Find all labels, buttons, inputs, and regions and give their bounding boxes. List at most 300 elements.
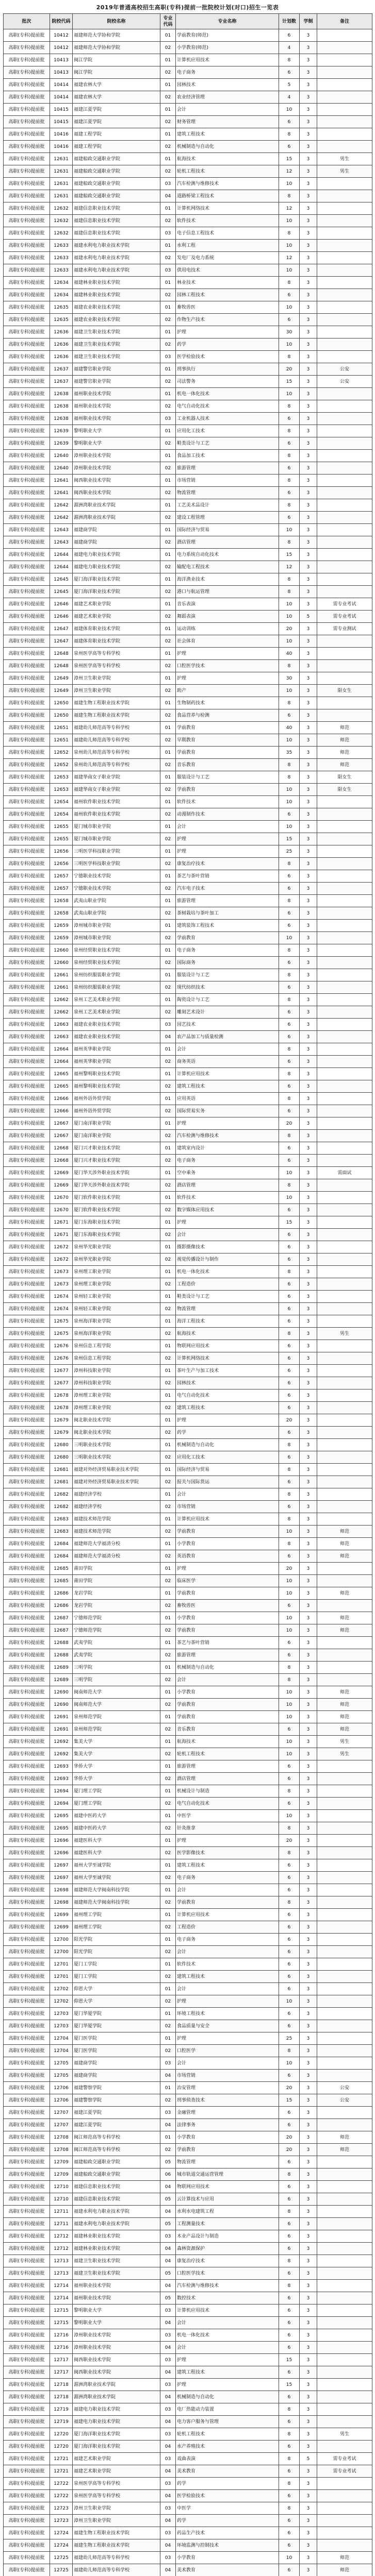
cell-plan-count: 8	[279, 1662, 300, 1674]
cell-school-code: 12702	[50, 1995, 73, 2008]
cell-major-name: 药学	[176, 2515, 279, 2527]
cell-note	[317, 660, 372, 672]
cell-batch: 高职(专科)提前批	[4, 91, 50, 104]
cell-batch: 高职(专科)提前批	[4, 1216, 50, 1229]
cell-note	[317, 981, 372, 994]
cell-major-code: 01	[160, 2032, 176, 2045]
cell-duration: 3	[300, 1105, 317, 1117]
table-row	[4, 104, 372, 116]
cell-major-code: 02	[160, 91, 176, 104]
cell-major-name: 电气自动化技术	[176, 400, 279, 413]
cell-plan-count: 6	[279, 1303, 300, 1315]
cell-school-name: 厦门海洋职业技术学院	[73, 586, 160, 598]
cell-major-code: 04	[160, 2280, 176, 2292]
cell-school-name: 福建幼儿师范高等专科学校	[73, 722, 160, 734]
cell-school-code: 12663	[50, 1031, 73, 1043]
cell-batch: 高职(专科)提前批	[4, 351, 50, 363]
cell-note	[317, 499, 372, 512]
cell-batch: 高职(专科)提前批	[4, 845, 50, 858]
cell-major-name: 机械制造与自动化	[176, 1662, 279, 1674]
table-row	[4, 2094, 372, 2107]
cell-plan-count: 35	[279, 747, 300, 759]
cell-plan-count: 8	[279, 474, 300, 487]
cell-batch: 高职(专科)提前批	[4, 240, 50, 252]
cell-major-code: 01	[160, 1612, 176, 1624]
cell-plan-count: 6	[279, 66, 300, 79]
cell-duration: 3	[300, 178, 317, 190]
cell-school-name: 厦门南洋职业学院	[73, 1130, 160, 1142]
cell-major-code: 02	[160, 338, 176, 351]
cell-major-code: 02	[160, 660, 176, 672]
cell-duration: 3	[300, 1662, 317, 1674]
cell-batch: 高职(专科)提前批	[4, 2206, 50, 2218]
cell-plan-count: 6	[279, 1921, 300, 1934]
cell-school-name: 福州英华职业学院	[73, 1056, 160, 1068]
cell-plan-count: 6	[279, 2292, 300, 2304]
cell-note	[317, 845, 372, 858]
cell-plan-count: 8	[279, 128, 300, 141]
cell-school-name: 福建医科大学	[73, 1847, 160, 1859]
cell-major-code: 01	[160, 1291, 176, 1303]
table-row	[4, 1798, 372, 1810]
cell-plan-count: 6	[279, 1241, 300, 1253]
cell-school-name: 泉州工艺美术职业学院	[73, 1006, 160, 1019]
cell-batch: 高职(专科)提前批	[4, 1315, 50, 1328]
cell-note	[317, 1291, 372, 1303]
cell-major-name: 海洋工程技术	[176, 1315, 279, 1328]
cell-major-name: 护理	[176, 1995, 279, 2008]
cell-batch: 高职(专科)提前批	[4, 499, 50, 512]
cell-note	[317, 2119, 372, 2131]
cell-duration: 3	[300, 1068, 317, 1080]
cell-batch: 高职(专科)提前批	[4, 1835, 50, 1847]
cell-school-name: 福建水利电力职业技术学院	[73, 252, 160, 264]
cell-major-name: 电子商务	[176, 1934, 279, 1946]
cell-school-name: 漳州卫生职业学院	[73, 2502, 160, 2515]
header-batch: 批次	[4, 14, 50, 29]
cell-school-code: 12634	[50, 277, 73, 289]
cell-major-code: 01	[160, 1315, 176, 1328]
cell-plan-count: 10	[279, 685, 300, 697]
cell-note	[317, 1414, 372, 1427]
cell-major-name: 药学	[176, 338, 279, 351]
cell-major-name: 早期教育	[176, 734, 279, 747]
cell-plan-count: 10	[279, 1810, 300, 1822]
cell-duration: 3	[300, 1835, 317, 1847]
cell-school-name: 闽西职业技术学院	[73, 2366, 160, 2379]
cell-major-name: 会计	[176, 1884, 279, 1896]
table-row	[4, 153, 372, 165]
cell-duration: 3	[300, 2317, 317, 2329]
cell-major-name: 法律事务	[176, 2119, 279, 2131]
cell-batch: 高职(专科)提前批	[4, 2057, 50, 2070]
cell-school-name: 福州职业技术学院	[73, 2280, 160, 2292]
cell-note	[317, 178, 372, 190]
cell-major-name: 医学检验技术	[176, 2490, 279, 2502]
cell-note	[317, 1946, 372, 1958]
cell-major-code: 04	[160, 2206, 176, 2218]
cell-batch: 高职(专科)提前批	[4, 400, 50, 413]
cell-school-code: 12687	[50, 1612, 73, 1624]
cell-plan-count: 6	[279, 1142, 300, 1155]
cell-plan-count: 8	[279, 1488, 300, 1501]
cell-note	[317, 920, 372, 932]
cell-batch: 高职(专科)提前批	[4, 79, 50, 91]
cell-major-name: 环境工程技术	[176, 2008, 279, 2020]
table-row	[4, 2206, 372, 2218]
cell-plan-count: 6	[279, 29, 300, 42]
cell-school-code: 12691	[50, 1723, 73, 1736]
header-major-name: 专业名称	[176, 14, 279, 29]
cell-note	[317, 549, 372, 561]
cell-batch: 高职(专科)提前批	[4, 1328, 50, 1340]
cell-major-name: 刑事执行	[176, 363, 279, 376]
cell-major-code: 02	[160, 1896, 176, 1909]
cell-school-code: 12662	[50, 1006, 73, 1019]
cell-major-name: 商务英语	[176, 1056, 279, 1068]
cell-school-name: 福建电力职业技术学院	[73, 2403, 160, 2416]
cell-note	[317, 1785, 372, 1798]
cell-note	[317, 1513, 372, 1526]
cell-school-name: 漳州职业技术学院	[73, 2329, 160, 2342]
table-row	[4, 1884, 372, 1896]
cell-school-name: 闽江学院	[73, 66, 160, 79]
cell-plan-count: 12	[279, 202, 300, 215]
enrollment-plan-table	[3, 13, 372, 2576]
cell-school-name: 厦门医学院	[73, 2032, 160, 2045]
cell-school-name: 福建对外经济贸易职业技术学院	[73, 1476, 160, 1488]
cell-school-code: 12652	[50, 759, 73, 771]
cell-note	[317, 2243, 372, 2255]
cell-duration: 3	[300, 586, 317, 598]
cell-duration: 3	[300, 1476, 317, 1488]
cell-school-code: 12650	[50, 709, 73, 722]
cell-duration: 3	[300, 944, 317, 957]
cell-school-name: 泉州经贸职业技术学院	[73, 957, 160, 969]
cell-note	[317, 994, 372, 1006]
cell-major-code: 03	[160, 1019, 176, 1031]
cell-school-code: 12688	[50, 1637, 73, 1649]
cell-duration: 3	[300, 635, 317, 648]
table-row	[4, 784, 372, 796]
cell-school-name: 武夷山职业学院	[73, 907, 160, 920]
cell-school-name: 厦门城市职业学院	[73, 821, 160, 833]
cell-major-code: 03	[160, 227, 176, 240]
cell-major-code: 01	[160, 1983, 176, 1995]
table-row	[4, 1105, 372, 1117]
cell-duration: 3	[300, 1859, 317, 1872]
cell-duration: 3	[300, 2403, 317, 2416]
cell-major-name: 数字媒体应用技术	[176, 1204, 279, 1216]
cell-school-name: 厦门理工学院	[73, 1798, 160, 1810]
cell-school-code: 12696	[50, 1847, 73, 1859]
cell-batch: 高职(专科)提前批	[4, 1402, 50, 1414]
cell-major-name: 社会体育	[176, 635, 279, 648]
cell-note: 需专业测试	[317, 623, 372, 635]
cell-note	[317, 1117, 372, 1130]
cell-duration: 3	[300, 42, 317, 54]
cell-major-code: 01	[160, 1464, 176, 1476]
cell-note: 师范	[317, 747, 372, 759]
cell-batch: 高职(专科)提前批	[4, 549, 50, 561]
table-row	[4, 2515, 372, 2527]
table-row	[4, 586, 372, 598]
cell-school-code: 12678	[50, 1389, 73, 1402]
cell-note	[317, 796, 372, 808]
cell-batch: 高职(专科)提前批	[4, 487, 50, 499]
cell-major-name: 护理	[176, 833, 279, 845]
cell-plan-count: 40	[279, 648, 300, 660]
cell-duration: 3	[300, 759, 317, 771]
cell-major-code: 02	[160, 1352, 176, 1365]
cell-major-code: 02	[160, 437, 176, 450]
cell-school-code: 12675	[50, 1315, 73, 1328]
cell-batch: 高职(专科)提前批	[4, 2193, 50, 2206]
cell-batch: 高职(专科)提前批	[4, 1303, 50, 1315]
cell-duration: 3	[300, 202, 317, 215]
cell-major-name: 软件技术	[176, 1192, 279, 1204]
cell-major-name: 海洋渔业技术	[176, 573, 279, 586]
table-row	[4, 1971, 372, 1983]
cell-note	[317, 2441, 372, 2453]
cell-note: 师范	[317, 2144, 372, 2156]
cell-school-name: 阳光学院	[73, 1946, 160, 1958]
cell-duration: 3	[300, 1872, 317, 1884]
cell-duration: 3	[300, 1377, 317, 1389]
cell-school-code: 12714	[50, 2292, 73, 2304]
table-row	[4, 660, 372, 672]
cell-major-name: 旅游管理	[176, 895, 279, 907]
cell-school-code: 12672	[50, 1253, 73, 1266]
table-row	[4, 190, 372, 202]
cell-duration: 3	[300, 1340, 317, 1352]
table-row	[4, 2045, 372, 2057]
cell-note	[317, 2181, 372, 2193]
cell-plan-count: 10	[279, 240, 300, 252]
cell-school-name: 福建师范大学闽南科技学院	[73, 1884, 160, 1896]
cell-batch: 高职(专科)提前批	[4, 1773, 50, 1785]
cell-school-code: 12639	[50, 437, 73, 450]
cell-school-code: 12720	[50, 2441, 73, 2453]
cell-major-name: 物联网应用技术	[176, 1340, 279, 1352]
cell-major-name: 护理	[176, 2032, 279, 2045]
cell-duration: 3	[300, 2564, 317, 2576]
cell-school-code: 12645	[50, 573, 73, 586]
cell-duration: 3	[300, 1291, 317, 1303]
cell-major-code: 02	[160, 1476, 176, 1488]
cell-batch: 高职(专科)提前批	[4, 1155, 50, 1167]
cell-plan-count: 10	[279, 796, 300, 808]
cell-major-code: 02	[160, 1105, 176, 1117]
cell-major-name: 机电一体化技术	[176, 388, 279, 400]
cell-plan-count: 6	[279, 1983, 300, 1995]
cell-school-code: 12689	[50, 1662, 73, 1674]
cell-school-name: 福建船政交通职业学院	[73, 2168, 160, 2181]
cell-school-name: 福建水利电力职业技术学院	[73, 264, 160, 277]
cell-major-name: 园林工程技术	[176, 289, 279, 301]
cell-plan-count: 6	[279, 2230, 300, 2243]
cell-school-code: 12700	[50, 1934, 73, 1946]
cell-major-name: 学前教育	[176, 1896, 279, 1909]
cell-major-code: 01	[160, 1859, 176, 1872]
cell-batch: 高职(专科)提前批	[4, 808, 50, 821]
cell-duration: 3	[300, 165, 317, 178]
cell-plan-count: 6	[279, 1934, 300, 1946]
cell-batch: 高职(专科)提前批	[4, 648, 50, 660]
table-row	[4, 1822, 372, 1835]
cell-batch: 高职(专科)提前批	[4, 264, 50, 277]
cell-school-name: 福建商学院	[73, 524, 160, 536]
cell-note	[317, 1216, 372, 1229]
cell-plan-count: 25	[279, 2032, 300, 2045]
cell-school-code: 12701	[50, 1958, 73, 1971]
cell-school-code: 12716	[50, 2342, 73, 2354]
cell-note: 男生	[317, 1748, 372, 1760]
cell-major-code: 03	[160, 413, 176, 425]
cell-duration: 3	[300, 1909, 317, 1921]
cell-school-code: 12676	[50, 1352, 73, 1365]
cell-duration: 3	[300, 1612, 317, 1624]
cell-batch: 高职(专科)提前批	[4, 2465, 50, 2478]
cell-school-code: 12705	[50, 2070, 73, 2082]
cell-major-code: 05	[160, 2292, 176, 2304]
cell-batch: 高职(专科)提前批	[4, 2218, 50, 2230]
cell-batch: 高职(专科)提前批	[4, 920, 50, 932]
cell-batch: 高职(专科)提前批	[4, 2317, 50, 2329]
cell-school-name: 福建江夏学院	[73, 2119, 160, 2131]
cell-major-code: 01	[160, 1216, 176, 1229]
cell-major-name: 护理	[176, 1835, 279, 1847]
table-row	[4, 1736, 372, 1748]
cell-major-name: 轮机工程技术	[176, 1748, 279, 1760]
cell-batch: 高职(专科)提前批	[4, 1167, 50, 1179]
table-row	[4, 1303, 372, 1315]
cell-note	[317, 1847, 372, 1859]
cell-plan-count: 8	[279, 1068, 300, 1080]
cell-duration: 3	[300, 1538, 317, 1550]
cell-plan-count: 10	[279, 301, 300, 314]
cell-batch: 高职(专科)提前批	[4, 437, 50, 450]
cell-note	[317, 573, 372, 586]
cell-school-code: 10412	[50, 29, 73, 42]
cell-school-code: 12709	[50, 2168, 73, 2181]
cell-plan-count: 10	[279, 821, 300, 833]
cell-major-code: 02	[160, 462, 176, 474]
cell-note	[317, 2502, 372, 2515]
cell-school-code: 12633	[50, 252, 73, 264]
cell-batch: 高职(专科)提前批	[4, 1748, 50, 1760]
cell-plan-count: 8	[279, 190, 300, 202]
cell-plan-count: 6	[279, 1451, 300, 1464]
cell-batch: 高职(专科)提前批	[4, 611, 50, 623]
cell-note	[317, 1031, 372, 1043]
cell-plan-count: 6	[279, 314, 300, 326]
cell-school-name: 闽北职业技术学院	[73, 1414, 160, 1427]
cell-batch: 高职(专科)提前批	[4, 734, 50, 747]
cell-plan-count: 6	[279, 1723, 300, 1736]
cell-plan-count: 10	[279, 1526, 300, 1538]
cell-note: 男生	[317, 165, 372, 178]
cell-major-name: 计算机网络技术	[176, 202, 279, 215]
cell-school-name: 泉州经贸职业技术学院	[73, 944, 160, 957]
cell-major-code: 01	[160, 1117, 176, 1130]
cell-major-code: 01	[160, 821, 176, 833]
cell-school-code: 12663	[50, 1019, 73, 1031]
cell-major-code: 01	[160, 1192, 176, 1204]
cell-major-name: 计算机应用技术	[176, 1513, 279, 1526]
cell-major-code: 02	[160, 1204, 176, 1216]
cell-plan-count: 6	[279, 2391, 300, 2403]
cell-duration: 3	[300, 1674, 317, 1686]
cell-note	[317, 512, 372, 524]
table-row	[4, 1526, 372, 1538]
table-row	[4, 1847, 372, 1859]
cell-duration: 3	[300, 1365, 317, 1377]
cell-note	[317, 1476, 372, 1488]
cell-school-name: 福建江夏学院	[73, 104, 160, 116]
cell-school-code: 12652	[50, 747, 73, 759]
cell-school-name: 福建师范大学协和学院	[73, 29, 160, 42]
cell-major-code: 01	[160, 623, 176, 635]
cell-plan-count: 10	[279, 1192, 300, 1204]
cell-note	[317, 462, 372, 474]
cell-school-code: 12682	[50, 1501, 73, 1513]
cell-major-name: 机电一体化技术	[176, 2329, 279, 2342]
cell-duration: 3	[300, 2539, 317, 2552]
cell-school-name: 福建师范大学闽南科技学院	[73, 1896, 160, 1909]
table-row	[4, 2490, 372, 2502]
cell-school-code: 12673	[50, 1266, 73, 1278]
cell-major-code: 01	[160, 697, 176, 709]
cell-batch: 高职(专科)提前批	[4, 1241, 50, 1253]
cell-school-name: 漳州理工职业学院	[73, 1389, 160, 1402]
cell-note	[317, 1266, 372, 1278]
cell-plan-count: 6	[279, 2416, 300, 2428]
cell-duration: 3	[300, 1451, 317, 1464]
table-row	[4, 2304, 372, 2317]
table-row	[4, 338, 372, 351]
cell-duration: 3	[300, 821, 317, 833]
table-row	[4, 79, 372, 91]
cell-batch: 高职(专科)提前批	[4, 116, 50, 128]
table-row	[4, 2156, 372, 2168]
cell-note	[317, 413, 372, 425]
cell-batch: 高职(专科)提前批	[4, 870, 50, 883]
cell-school-code: 12683	[50, 1513, 73, 1526]
cell-note	[317, 128, 372, 141]
cell-school-code: 12724	[50, 2527, 73, 2539]
cell-major-name: 口腔医学	[176, 2045, 279, 2057]
cell-plan-count: 8	[279, 1439, 300, 1451]
cell-duration: 3	[300, 66, 317, 79]
cell-school-code: 12709	[50, 2156, 73, 2168]
cell-duration: 3	[300, 895, 317, 907]
cell-major-code: 04	[160, 2243, 176, 2255]
cell-major-name: 电力系统自动化技术	[176, 549, 279, 561]
cell-plan-count: 6	[279, 512, 300, 524]
table-row	[4, 1155, 372, 1167]
cell-batch: 高职(专科)提前批	[4, 1872, 50, 1884]
cell-major-code: 02	[160, 1946, 176, 1958]
cell-school-name: 福建船政交通职业学院	[73, 2156, 160, 2168]
cell-school-code: 12702	[50, 1983, 73, 1995]
table-row	[4, 771, 372, 784]
cell-school-name: 福建信息职业技术学院	[73, 2181, 160, 2193]
cell-school-code: 12669	[50, 1179, 73, 1192]
cell-note	[317, 524, 372, 536]
cell-plan-count: 6	[279, 1080, 300, 1093]
table-row	[4, 1587, 372, 1600]
